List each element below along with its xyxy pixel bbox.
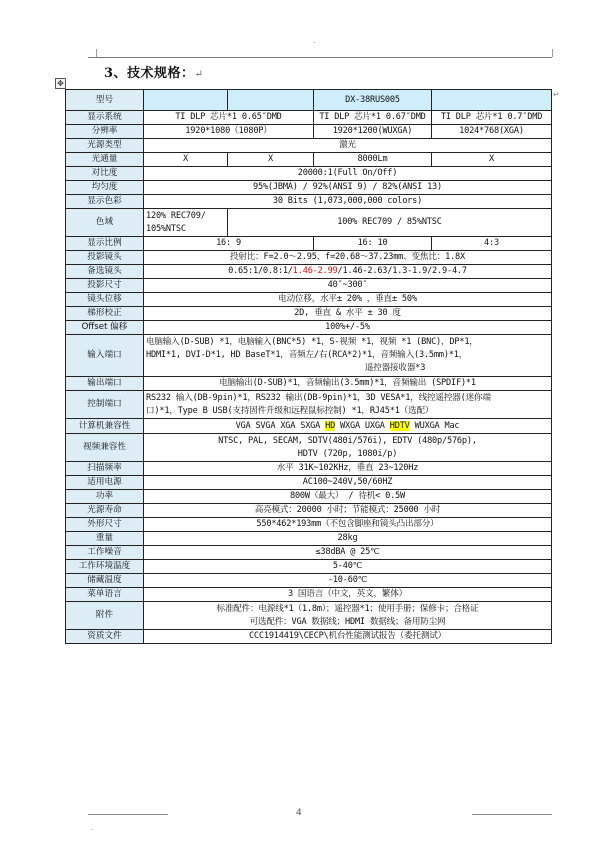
value-cell: 95%(JBMA) / 92%(ANSI 9) / 82%(ANSI 13)	[144, 181, 552, 195]
row-label: 光源类型	[66, 139, 144, 153]
value-cell	[144, 391, 552, 419]
row-label: 工作噪音	[66, 546, 144, 560]
table-row	[66, 153, 552, 167]
row-label: 计算机兼容性	[66, 419, 144, 434]
table-row	[66, 195, 552, 209]
value-cell: 投射比：F=2.0～2.95、f=20.68～37.23mm、变焦比：1.8X	[144, 251, 552, 265]
value-cell: 100% REC709 / 85%NTSC	[228, 209, 552, 237]
row-label: 光通量	[66, 153, 144, 167]
row-label: 工作环境温度	[66, 560, 144, 574]
table-row	[66, 630, 552, 644]
value-cell: 1920*1200(WUXGA)	[314, 125, 432, 139]
value-line: 120% REC709/	[146, 210, 206, 221]
row-label: 适用电源	[66, 476, 144, 490]
value-cell: 4:3	[432, 237, 552, 251]
value-cell	[144, 335, 552, 377]
model-cell-3: DX-38RUS005	[314, 90, 432, 111]
table-row	[66, 125, 552, 139]
value-part: WXGA UXGA	[335, 420, 390, 431]
value-cell: 3 国语言（中文，英文，繁体）	[144, 588, 552, 602]
row-label: 备选镜头	[66, 265, 144, 279]
footer-rule-right	[472, 814, 552, 815]
value-cell	[144, 419, 552, 434]
value-part: /1.46-2.63/1.3-1.9/2.9-4.7	[337, 266, 467, 276]
value-cell: 550*462*193mm（不包含脚座和镜头凸出部分）	[144, 518, 552, 532]
value-part: 1.46-2.99	[292, 266, 338, 276]
value-cell: ≤38dBA @ 25℃	[144, 546, 552, 560]
value-cell: 激光	[144, 139, 552, 153]
table-row	[66, 181, 552, 195]
table-row	[66, 251, 552, 265]
value-cell: X	[144, 153, 228, 167]
value-part: WUXGA Mac	[409, 420, 460, 431]
table-row	[66, 462, 552, 476]
table-row	[66, 504, 552, 518]
row-label: 视频兼容性	[66, 434, 144, 462]
value-cell: X	[228, 153, 314, 167]
row-label: 分辨率	[66, 125, 144, 139]
value-cell: TI DLP 芯片*1 0.7″DMD	[432, 111, 552, 125]
header-rule	[88, 57, 552, 58]
value-cell	[144, 209, 228, 237]
table-row	[66, 588, 552, 602]
table-row	[66, 434, 552, 462]
row-label: 投影尺寸	[66, 279, 144, 293]
margin-corner	[88, 49, 97, 57]
value-cell: 20000:1(Full On/Off)	[144, 167, 552, 181]
value-line: HDTV (720p, 1080i/p)	[297, 448, 398, 459]
table-row	[66, 139, 552, 153]
table-row	[66, 574, 552, 588]
value-part: HDTV	[389, 420, 410, 431]
row-label: 色域	[66, 209, 144, 237]
row-label: 输入端口	[66, 335, 144, 377]
value-cell: 5-40℃	[144, 560, 552, 574]
value-line: 口)*1，Type B USB(支持固件升级和远程鼠标控制) *1，RJ45*1（选配）	[146, 405, 434, 416]
value-part: 0.65:1/0.8:1/	[228, 266, 293, 276]
row-label: 对比度	[66, 167, 144, 181]
table-row	[66, 377, 552, 391]
value-cell: 电动位移，水平± 20% ，垂直± 50%	[144, 293, 552, 307]
table-move-handle-icon[interactable]: ✥	[55, 78, 66, 89]
value-line: RS232 输入(DB-9pin)*1，RS232 输出(DB-9pin)*1，3D VESA*1，线控遥控器(迷你端	[146, 392, 491, 403]
row-label: 附件	[66, 602, 144, 630]
value-cell: 16: 10	[314, 237, 432, 251]
row-label: 显示比例	[66, 237, 144, 251]
table-row	[66, 237, 552, 251]
table-row	[66, 518, 552, 532]
row-label: 输出端口	[66, 377, 144, 391]
row-label: 菜单语言	[66, 588, 144, 602]
table-row	[66, 321, 552, 335]
value-cell: 28kg	[144, 532, 552, 546]
value-cell: TI DLP 芯片*1 0.65″DMD	[144, 111, 314, 125]
section-heading: 3、技术规格：↵	[104, 66, 204, 81]
row-label: 重量	[66, 532, 144, 546]
value-cell: 高亮模式：20000 小时；节能模式：25000 小时	[144, 504, 552, 518]
model-cell-4	[432, 90, 552, 111]
table-row	[66, 560, 552, 574]
table-row	[66, 279, 552, 293]
row-label: 功率	[66, 490, 144, 504]
table-row	[66, 265, 552, 279]
table-row	[66, 391, 552, 419]
value-cell: CCC1914419\CECP\机台性能测试报告（委托测试）	[144, 630, 552, 644]
value-line: HDMI*1, DVI-D*1, HD BaseT*1，音频左/右(RCA*2)*1，音频输入(3.5mm)*1，	[146, 350, 468, 360]
row-label: Offset 偏移	[66, 321, 144, 335]
model-cell-2	[228, 90, 314, 111]
row-label: 投影镜头	[66, 251, 144, 265]
value-cell: -10-60℃	[144, 574, 552, 588]
value-cell: AC100~240V,50/60HZ	[144, 476, 552, 490]
value-part: HD	[325, 420, 336, 431]
table-row	[66, 476, 552, 490]
footer-rule-left	[88, 814, 168, 815]
row-label: 梯形校正	[66, 307, 144, 321]
row-end-mark: ↵	[553, 90, 560, 99]
paragraph-mark: .	[91, 823, 94, 832]
paragraph-mark: .	[313, 36, 316, 45]
row-label: 储藏温度	[66, 574, 144, 588]
value-cell: 40″~300″	[144, 279, 552, 293]
value-line: 电脑输入(D-SUB) *1，电脑输入(BNC*5) *1，S-视频 *1，视频 *1 (BNC)，DP*1，	[146, 337, 478, 347]
table-row	[66, 167, 552, 181]
value-cell: 30 Bits (1,073,000,000 colors)	[144, 195, 552, 209]
row-label: 资质文件	[66, 630, 144, 644]
value-cell: 1920*1080（1080P）	[144, 125, 314, 139]
value-cell: 100%+/-5%	[144, 321, 552, 335]
value-cell: 16: 9	[144, 237, 314, 251]
value-cell: 2D, 垂直 & 水平 ± 30 度	[144, 307, 552, 321]
table-row	[66, 602, 552, 630]
row-label: 外形尺寸	[66, 518, 144, 532]
model-cell-1	[144, 90, 228, 111]
spec-table	[65, 89, 552, 644]
value-cell: 1024*768(XGA)	[432, 125, 552, 139]
value-cell	[144, 265, 552, 279]
table-row	[66, 307, 552, 321]
table-row	[66, 419, 552, 434]
table-row	[66, 335, 552, 377]
row-label: 光源寿命	[66, 504, 144, 518]
value-cell: 8000Lm	[314, 153, 432, 167]
table-row	[66, 490, 552, 504]
row-label: 扫描频率	[66, 462, 144, 476]
value-line: NTSC, PAL, SECAM, SDTV(480i/576i), EDTV (480p/576p),	[218, 435, 477, 446]
table-row	[66, 209, 552, 237]
value-line: 105%NTSC	[146, 223, 186, 234]
value-cell	[144, 602, 552, 630]
value-part: VGA SVGA XGA SXGA	[235, 420, 326, 431]
page-number: 4	[296, 808, 302, 818]
value-cell: 电脑输出(D-SUB)*1，音频输出(3.5mm)*1，音频输出 (SPDIF)*1	[144, 377, 552, 391]
row-label: 镜头位移	[66, 293, 144, 307]
value-line: 标准配件：电源线*1（1.8m）；遥控器*1；使用手册；保修卡；合格证	[216, 603, 479, 614]
value-cell	[144, 434, 552, 462]
table-row	[66, 532, 552, 546]
row-label: 均匀度	[66, 181, 144, 195]
value-line: 可选配件：VGA 数据线；HDMI 数据线；备用防尘网	[249, 616, 446, 627]
value-cell: 水平 31K~102KHz，垂直 23~120Hz	[144, 462, 552, 476]
value-line: 遥控器接收器*3	[364, 363, 426, 373]
value-cell: TI DLP 芯片*1 0.67″DMD	[314, 111, 432, 125]
margin-corner	[552, 49, 561, 57]
row-label: 控制端口	[66, 391, 144, 419]
row-label: 显示系统	[66, 111, 144, 125]
table-row	[66, 111, 552, 125]
value-cell: 800W（最大） / 待机< 0.5W	[144, 490, 552, 504]
table-header-row	[66, 90, 552, 111]
row-label: 型号	[66, 90, 144, 111]
value-cell: X	[432, 153, 552, 167]
table-row	[66, 293, 552, 307]
row-label: 显示色彩	[66, 195, 144, 209]
table-row	[66, 546, 552, 560]
